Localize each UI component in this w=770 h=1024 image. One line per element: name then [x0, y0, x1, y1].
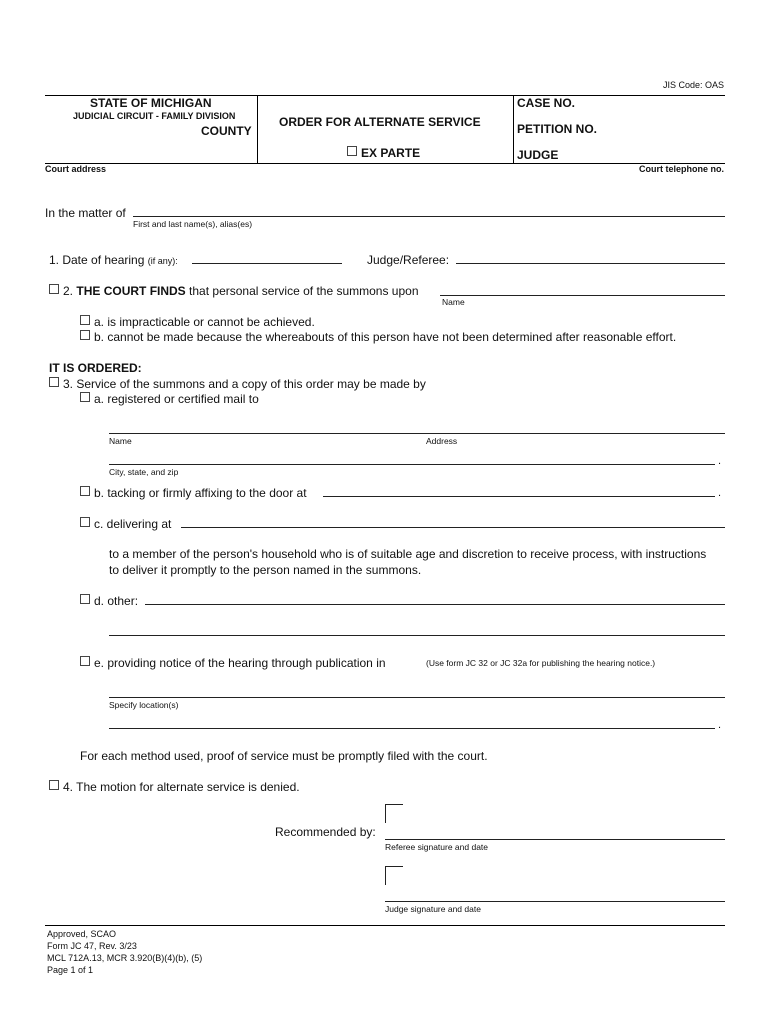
- matter-name-field[interactable]: [133, 216, 725, 217]
- footer-form-number: Form JC 47, Rev. 3/23: [47, 941, 137, 951]
- mail-name-address-field[interactable]: [109, 433, 725, 434]
- motion-denied-label: 4. The motion for alternate service is denied.: [63, 780, 300, 794]
- matter-label: In the matter of: [45, 206, 126, 220]
- referee-signature-caption: Referee signature and date: [385, 842, 489, 852]
- footer-citation: MCL 712A.13, MCR 3.920(B)(4)(b), (5): [47, 953, 203, 963]
- footer-page-number: Page 1 of 1: [47, 965, 94, 975]
- state-name: STATE OF MICHIGAN: [90, 96, 212, 110]
- petition-no-label: PETITION NO.: [517, 122, 598, 136]
- other-method-field[interactable]: [145, 604, 725, 605]
- ex-parte-checkbox[interactable]: [347, 146, 357, 156]
- method-e-label: e. providing notice of the hearing through publication in: [94, 656, 386, 670]
- motion-denied-checkbox[interactable]: [49, 780, 59, 790]
- delivery-instructions-line1: to a member of the person's household who is of suitable age and discretion to receive process, with instructions: [109, 547, 707, 561]
- other-method-field-2[interactable]: [109, 635, 725, 636]
- court-address-label: Court address: [45, 164, 107, 174]
- method-a-checkbox[interactable]: [80, 392, 90, 402]
- court-finds-name-caption: Name: [442, 297, 465, 307]
- mail-city-field[interactable]: [109, 464, 715, 465]
- publication-location-field[interactable]: [109, 697, 725, 698]
- finding-a-checkbox[interactable]: [80, 315, 90, 325]
- matter-name-caption: First and last name(s), alias(es): [133, 219, 253, 229]
- judge-referee-label: Judge/Referee:: [367, 253, 450, 267]
- finding-a-label: a. is impracticable or cannot be achieved.: [94, 315, 315, 329]
- door-address-period: .: [718, 487, 722, 499]
- finding-b-checkbox[interactable]: [80, 330, 90, 340]
- door-address-field[interactable]: [323, 496, 715, 497]
- method-a-label: a. registered or certified mail to: [94, 392, 259, 406]
- mail-address-caption: Address: [426, 436, 458, 446]
- judge-signature-caption: Judge signature and date: [385, 904, 481, 914]
- method-d-checkbox[interactable]: [80, 594, 90, 604]
- ex-parte-label: EX PARTE: [361, 146, 421, 160]
- form-title: ORDER FOR ALTERNATE SERVICE: [279, 115, 481, 129]
- method-b-checkbox[interactable]: [80, 486, 90, 496]
- publication-location-field-2[interactable]: [109, 728, 715, 729]
- finding-b-label: b. cannot be made because the whereabouts of this person have not been determined after reasonable effort.: [94, 330, 677, 344]
- footer-approved: Approved, SCAO: [47, 929, 117, 939]
- method-c-checkbox[interactable]: [80, 517, 90, 527]
- method-d-label: d. other:: [94, 594, 139, 608]
- court-telephone-label: Court telephone no.: [639, 164, 724, 174]
- publication-location-caption: Specify location(s): [109, 700, 179, 710]
- mail-name-caption: Name: [109, 436, 132, 446]
- recommended-by-label: Recommended by:: [275, 825, 376, 839]
- publication-note: (Use form JC 32 or JC 32a for publishing the hearing notice.): [426, 658, 656, 668]
- ordered-heading: IT IS ORDERED:: [49, 361, 142, 375]
- case-no-label: CASE NO.: [517, 96, 576, 110]
- method-b-label: b. tacking or firmly affixing to the door at: [94, 486, 307, 500]
- hearing-date-field[interactable]: [192, 263, 342, 264]
- court-finds-checkbox[interactable]: [49, 284, 59, 294]
- county-label: COUNTY: [201, 124, 252, 138]
- method-e-checkbox[interactable]: [80, 656, 90, 666]
- footer-divider: [45, 925, 725, 926]
- court-finds-name-field[interactable]: [440, 295, 725, 296]
- judge-label: JUDGE: [517, 148, 559, 162]
- hearing-date-label: 1. Date of hearing (if any):: [49, 253, 178, 267]
- item3-label: 3. Service of the summons and a copy of this order may be made by: [63, 377, 426, 391]
- mail-city-period: .: [718, 455, 722, 467]
- mail-city-caption: City, state, and zip: [109, 467, 179, 477]
- item3-checkbox[interactable]: [49, 377, 59, 387]
- judge-referee-field[interactable]: [456, 263, 725, 264]
- jis-code: JIS Code: OAS: [662, 80, 724, 90]
- method-c-label: c. delivering at: [94, 517, 172, 531]
- proof-of-service-note: For each method used, proof of service must be promptly filed with the court.: [80, 749, 488, 763]
- court-name: JUDICIAL CIRCUIT - FAMILY DIVISION: [73, 111, 236, 121]
- delivery-instructions-line2: to deliver it promptly to the person named in the summons.: [109, 563, 422, 577]
- court-finds-statement: 2. THE COURT FINDS that personal service of the summons upon: [63, 284, 419, 298]
- delivery-address-field[interactable]: [181, 527, 725, 528]
- publication-location-period: .: [718, 719, 722, 731]
